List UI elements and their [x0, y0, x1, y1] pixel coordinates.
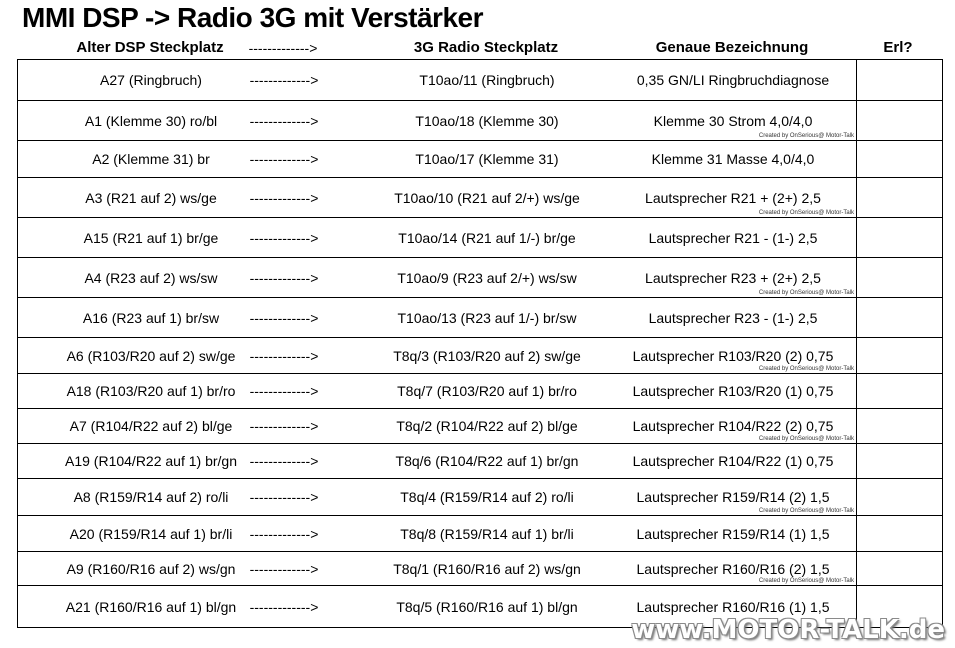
cell-new-slot: T8q/7 (R103/R20 auf 1) br/ro — [397, 383, 577, 399]
table-row — [18, 217, 942, 257]
cell-new-slot: T8q/4 (R159/R14 auf 2) ro/li — [400, 489, 574, 505]
cell-description: Klemme 30 Strom 4,0/4,0 — [653, 112, 813, 129]
cell-description: Lautsprecher R23 - (1-) 2,5 — [648, 309, 818, 326]
cell-description: Klemme 31 Masse 4,0/4,0 — [651, 151, 815, 167]
cell-arrow: -------------> — [249, 309, 319, 326]
cell-arrow: -------------> — [249, 383, 319, 399]
cell-new-slot: T8q/6 (R104/R22 auf 1) br/gn — [395, 453, 579, 469]
page-title: MMI DSP -> Radio 3G mit Verstärker — [22, 2, 483, 33]
cell-done[interactable] — [856, 60, 943, 100]
cell-done[interactable] — [856, 374, 943, 408]
cell-description: Lautsprecher R103/R20 (1) 0,75 — [632, 383, 834, 399]
table-row — [18, 100, 942, 140]
cell-description: Lautsprecher R23 + (2+) 2,5 — [645, 269, 821, 286]
cell-arrow: -------------> — [249, 453, 319, 469]
cell-new-slot: T8q/5 (R160/R16 auf 1) bl/gn — [396, 598, 578, 615]
cell-new-slot: T8q/1 (R160/R16 auf 2) ws/gn — [393, 560, 581, 577]
cell-done[interactable] — [856, 298, 943, 337]
table-row — [18, 515, 942, 551]
cell-done[interactable] — [856, 552, 943, 585]
cell-description: Lautsprecher R103/R20 (2) 0,75 — [632, 347, 834, 364]
cell-new-slot: T8q/8 (R159/R14 auf 1) br/li — [400, 525, 574, 542]
cell-new-slot: T10ao/11 (Ringbruch) — [419, 72, 555, 88]
cell-description: 0,35 GN/LI Ringbruchdiagnose — [636, 72, 830, 88]
cell-old-slot: A6 (R103/R20 auf 2) sw/ge — [66, 347, 236, 364]
cell-done[interactable] — [856, 218, 943, 257]
header-done: Erl? — [883, 39, 913, 56]
header-old-slot: Alter DSP Steckplatz — [76, 39, 224, 56]
cell-old-slot: A9 (R160/R16 auf 2) ws/gn — [66, 560, 236, 577]
cell-arrow: -------------> — [249, 189, 319, 206]
watermark-text: Created by OnSerious@ Motor-Talk — [758, 366, 854, 372]
cell-arrow: -------------> — [249, 525, 319, 542]
header-arrow: -------------> — [248, 40, 318, 56]
cell-arrow: -------------> — [249, 72, 319, 88]
cell-done[interactable] — [856, 101, 943, 140]
table-row — [18, 551, 942, 585]
cell-done[interactable] — [856, 444, 943, 478]
cell-old-slot: A2 (Klemme 31) br — [92, 151, 210, 167]
table-row — [18, 257, 942, 297]
cell-arrow: -------------> — [249, 347, 319, 364]
cell-arrow: -------------> — [249, 560, 319, 577]
table-row — [18, 140, 942, 177]
cell-new-slot: T8q/3 (R103/R20 auf 2) sw/ge — [393, 347, 581, 364]
table-row — [18, 478, 942, 515]
cell-description: Lautsprecher R21 - (1-) 2,5 — [648, 229, 818, 246]
cell-done[interactable] — [856, 409, 943, 443]
cell-description: Lautsprecher R104/R22 (2) 0,75 — [632, 418, 834, 434]
watermark-text: Created by OnSerious@ Motor-Talk — [758, 508, 854, 514]
cell-arrow: -------------> — [249, 418, 319, 434]
cell-old-slot: A15 (R21 auf 1) br/ge — [83, 229, 219, 246]
table-row — [18, 297, 942, 337]
watermark-logo: www.MOTOR-TALK.de — [631, 615, 945, 645]
cell-old-slot: A27 (Ringbruch) — [100, 72, 202, 88]
cell-new-slot: T10ao/17 (Klemme 31) — [415, 151, 559, 167]
cell-old-slot: A3 (R21 auf 2) ws/ge — [85, 189, 217, 206]
cell-arrow: -------------> — [249, 151, 319, 167]
cell-old-slot: A1 (Klemme 30) ro/bl — [84, 112, 218, 129]
cell-old-slot: A7 (R104/R22 auf 2) bl/ge — [69, 418, 233, 434]
cell-arrow: -------------> — [249, 489, 319, 505]
watermark-text: Created by OnSerious@ Motor-Talk — [758, 290, 854, 296]
cell-description: Lautsprecher R160/R16 (1) 1,5 — [636, 598, 830, 615]
cell-description: Lautsprecher R104/R22 (1) 0,75 — [632, 453, 834, 469]
cell-new-slot: T10ao/14 (R21 auf 1/-) br/ge — [398, 229, 576, 246]
watermark-text: Created by OnSerious@ Motor-Talk — [758, 578, 854, 584]
cell-old-slot: A19 (R104/R22 auf 1) br/gn — [65, 453, 237, 469]
cell-description: Lautsprecher R159/R14 (1) 1,5 — [636, 525, 830, 542]
cell-done[interactable] — [856, 338, 943, 373]
watermark-text: Created by OnSerious@ Motor-Talk — [758, 436, 854, 442]
cell-old-slot: A18 (R103/R20 auf 1) br/ro — [66, 383, 236, 399]
table-row — [18, 408, 942, 443]
cell-new-slot: T10ao/13 (R23 auf 1/-) br/sw — [397, 309, 577, 326]
header-description: Genaue Bezeichnung — [655, 39, 809, 56]
cell-old-slot: A16 (R23 auf 1) br/sw — [82, 309, 220, 326]
cell-description: Lautsprecher R160/R16 (2) 1,5 — [636, 560, 830, 577]
cell-new-slot: T10ao/10 (R21 auf 2/+) ws/ge — [394, 189, 580, 206]
cell-new-slot: T10ao/9 (R23 auf 2/+) ws/sw — [397, 269, 577, 286]
table-row — [18, 373, 942, 408]
watermark-text: Created by OnSerious@ Motor-Talk — [758, 133, 854, 139]
header-new-slot: 3G Radio Steckplatz — [413, 39, 559, 56]
cell-old-slot: A4 (R23 auf 2) ws/sw — [84, 269, 218, 286]
cell-done[interactable] — [856, 516, 943, 551]
cell-old-slot: A20 (R159/R14 auf 1) br/li — [69, 525, 233, 542]
table-header — [17, 37, 942, 59]
table-row — [18, 443, 942, 478]
cell-old-slot: A21 (R160/R16 auf 1) bl/gn — [65, 598, 237, 615]
cell-arrow: -------------> — [249, 112, 319, 129]
cell-done[interactable] — [856, 141, 943, 177]
cell-arrow: -------------> — [249, 269, 319, 286]
cell-done[interactable] — [856, 479, 943, 515]
cell-arrow: -------------> — [249, 598, 319, 615]
table-row — [18, 60, 942, 100]
wiring-table — [17, 59, 943, 628]
cell-description: Lautsprecher R159/R14 (2) 1,5 — [636, 489, 830, 505]
watermark-text: Created by OnSerious@ Motor-Talk — [758, 210, 854, 216]
cell-new-slot: T8q/2 (R104/R22 auf 2) bl/ge — [396, 418, 578, 434]
cell-new-slot: T10ao/18 (Klemme 30) — [415, 112, 559, 129]
cell-done[interactable] — [856, 258, 943, 297]
table-row — [18, 177, 942, 217]
cell-description: Lautsprecher R21 + (2+) 2,5 — [645, 189, 821, 206]
cell-done[interactable] — [856, 178, 943, 217]
cell-arrow: -------------> — [249, 229, 319, 246]
cell-old-slot: A8 (R159/R14 auf 2) ro/li — [73, 489, 229, 505]
table-row — [18, 337, 942, 373]
